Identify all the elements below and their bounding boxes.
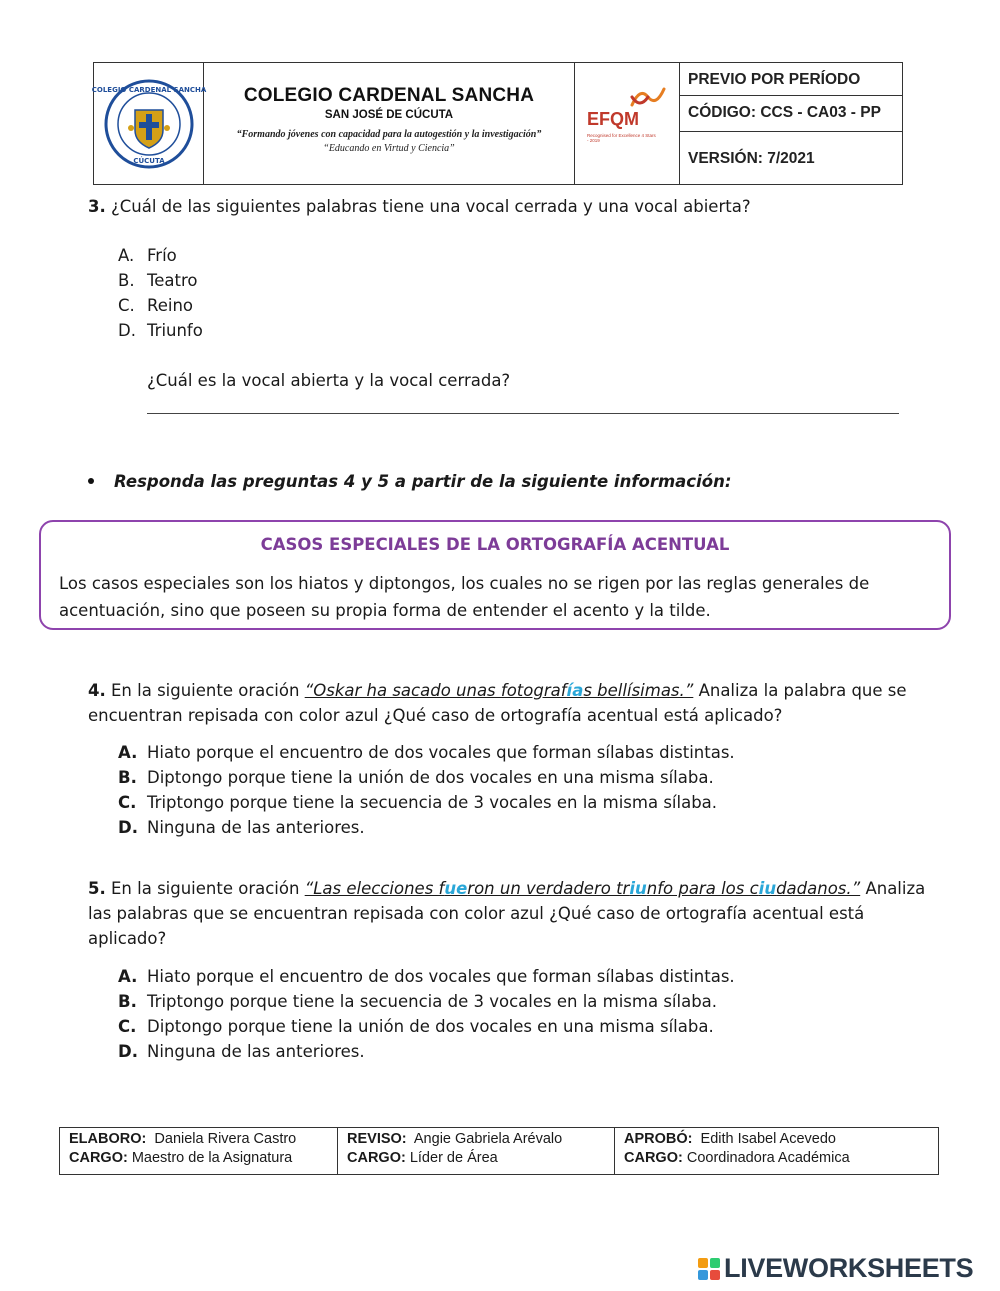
option-letter: D. [118, 818, 138, 837]
answer-blank-line[interactable] [147, 413, 899, 414]
reviewed-by-name: Angie Gabriela Arévalo [413, 1131, 563, 1147]
question-number: 4. [88, 681, 106, 700]
info-box-body [59, 570, 869, 624]
reviewed-by-cell [338, 1128, 615, 1174]
question-5 [88, 876, 925, 901]
tile [698, 1258, 708, 1268]
efqm-subtext: Recognised for Excellence 4 Stars - 2019 [587, 133, 656, 143]
highlighted-vowels: iu [758, 879, 777, 898]
efqm-text: EFQM [587, 109, 639, 129]
option-d[interactable] [118, 815, 735, 840]
option-letter: A. [118, 743, 138, 762]
liveworksheets-logo[interactable] [698, 1253, 973, 1284]
option-text: Hiato porque el encuentro de dos vocales que forman sílabas distintas. [147, 967, 735, 986]
question-text: Analiza [860, 879, 926, 898]
seal-bottom-text: CÚCUTA [132, 156, 165, 165]
school-motto-1: “Formando jóvenes con capacidad para la autogestión y la investigación” [236, 129, 542, 140]
role-value: Líder de Área [409, 1150, 498, 1166]
role-label: CARGO: [347, 1150, 406, 1166]
question-4-line2: encuentran repisada con color azul ¿Qué caso de ortografía acentual está aplicado? [88, 706, 783, 725]
option-d[interactable] [118, 1039, 735, 1064]
question-text: En la siguiente oración [105, 681, 305, 700]
elaborated-by-name: Daniela Rivera Castro [154, 1131, 297, 1147]
liveworksheets-text: LIVEWORKSHEETS [724, 1253, 974, 1283]
liveworksheets-tiles-icon [698, 1258, 720, 1280]
school-motto-2: “Educando en Virtud y Ciencia” [323, 143, 455, 154]
question-5-options [118, 964, 735, 1064]
option-a[interactable] [118, 964, 735, 989]
option-text: Diptongo porque tiene la unión de dos vocales en una misma sílaba. [147, 1017, 714, 1036]
highlighted-vowels: iu [629, 879, 647, 898]
question-text: ¿Cuál de las siguientes palabras tiene una vocal cerrada y una vocal abierta? [111, 197, 751, 216]
question-4 [88, 678, 907, 703]
option-letter: A. [118, 967, 138, 986]
option-letter: C. [118, 793, 137, 812]
question-3 [88, 194, 751, 219]
info-box-line: acentuación, sino que poseen su propia forma de entender el acento y la tilde. [59, 601, 711, 620]
option-letter: A. [118, 246, 135, 265]
option-a[interactable] [118, 740, 735, 765]
school-name: COLEGIO CARDENAL SANCHA [243, 85, 535, 106]
efqm-logo-cell [575, 63, 680, 184]
question-text: Analiza la palabra que se [693, 681, 907, 700]
approval-table [59, 1127, 939, 1175]
document-version: VERSIÓN: 7/2021 [688, 150, 815, 167]
option-text: Hiato porque el encuentro de dos vocales que forman sílabas distintas. [147, 743, 735, 762]
highlighted-vowels: ía [566, 681, 584, 700]
option-b[interactable] [118, 765, 735, 790]
option-letter: B. [118, 271, 135, 290]
info-box-line: Los casos especiales son los hiatos y diptongos, los cuales no se rigen por las reglas generales de [59, 574, 870, 593]
role-value: Coordinadora Académica [686, 1150, 850, 1166]
option-text: Triptongo porque tiene la secuencia de 3 vocales en la misma sílaba. [147, 992, 718, 1011]
approved-by-name: Edith Isabel Acevedo [700, 1131, 836, 1147]
elaborated-by-label: ELABORO: [69, 1131, 147, 1147]
question-text: En la siguiente oración [105, 879, 305, 898]
option-c[interactable] [118, 293, 203, 318]
role-value: Maestro de la Asignatura [131, 1150, 293, 1166]
option-letter: C. [118, 1017, 137, 1036]
highlighted-vowels: ue [444, 879, 468, 898]
document-meta-cell [680, 63, 902, 184]
option-text: Triunfo [147, 321, 203, 340]
role-label: CARGO: [624, 1150, 683, 1166]
option-text: Ninguna de las anteriores. [147, 818, 365, 837]
option-b[interactable] [118, 989, 735, 1014]
role-label: CARGO: [69, 1150, 128, 1166]
school-seal-cell [91, 63, 206, 184]
question-4-options [118, 740, 735, 840]
school-title-cell [204, 63, 575, 184]
option-text: Diptongo porque tiene la unión de dos vocales en una misma sílaba. [147, 768, 714, 787]
example-sentence [305, 681, 694, 700]
question-5-line3: aplicado? [88, 929, 167, 948]
option-letter: B. [118, 992, 137, 1011]
tile [710, 1270, 720, 1280]
efqm-logo-icon [630, 85, 666, 109]
reviewed-by-label: REVISO: [347, 1131, 407, 1147]
document-code: CÓDIGO: CCS - CA03 - PP [680, 96, 902, 132]
sentence-part: s bellísimas.” [583, 681, 694, 700]
sentence-part: nfo para los c [646, 879, 759, 898]
example-sentence [305, 879, 861, 898]
option-letter: D. [118, 321, 136, 340]
option-d[interactable] [118, 318, 203, 343]
question-number: 5. [88, 879, 106, 898]
option-letter: B. [118, 768, 137, 787]
option-a[interactable] [118, 243, 203, 268]
document-type: PREVIO POR PERÍODO [680, 63, 902, 96]
info-box-title: CASOS ESPECIALES DE LA ORTOGRAFÍA ACENTUAL [260, 535, 730, 554]
option-letter: D. [118, 1042, 138, 1061]
instruction [88, 469, 731, 494]
option-c[interactable] [118, 1014, 735, 1039]
option-text: Frío [147, 246, 177, 265]
option-text: Teatro [147, 271, 198, 290]
question-number: 3. [88, 197, 106, 216]
seal-top-text: COLEGIO CARDENAL SANCHA [91, 85, 206, 94]
question-3-options [118, 243, 203, 343]
question-5-line2: las palabras que se encuentran repisada con color azul ¿Qué caso de ortografía acentual está [88, 904, 865, 923]
sentence-part: “Oskar ha sacado unas fotograf [304, 681, 567, 700]
school-seal-icon [91, 78, 206, 170]
option-letter: C. [118, 296, 135, 315]
option-text: Triptongo porque tiene la secuencia de 3 vocales en la misma sílaba. [147, 793, 718, 812]
approved-by-cell [615, 1128, 938, 1174]
instruction-text: Responda las preguntas 4 y 5 a partir de la siguiente información: [114, 472, 732, 491]
tile [698, 1270, 708, 1280]
sentence-part: “Las elecciones f [304, 879, 445, 898]
elaborated-by-cell [60, 1128, 338, 1174]
approved-by-label: APROBÓ: [624, 1131, 693, 1147]
sentence-part: ron un verdadero tr [467, 879, 630, 898]
bullet-icon [88, 478, 94, 484]
tile [710, 1258, 720, 1268]
question-3-followup: ¿Cuál es la vocal abierta y la vocal cerrada? [147, 371, 511, 390]
option-c[interactable] [118, 790, 735, 815]
option-text: Reino [147, 296, 194, 315]
info-box [39, 520, 951, 630]
document-header [93, 62, 903, 185]
school-city: SAN JOSÉ DE CÚCUTA [324, 109, 454, 121]
sentence-part: dadanos.” [776, 879, 861, 898]
option-b[interactable] [118, 268, 203, 293]
option-text: Ninguna de las anteriores. [147, 1042, 365, 1061]
